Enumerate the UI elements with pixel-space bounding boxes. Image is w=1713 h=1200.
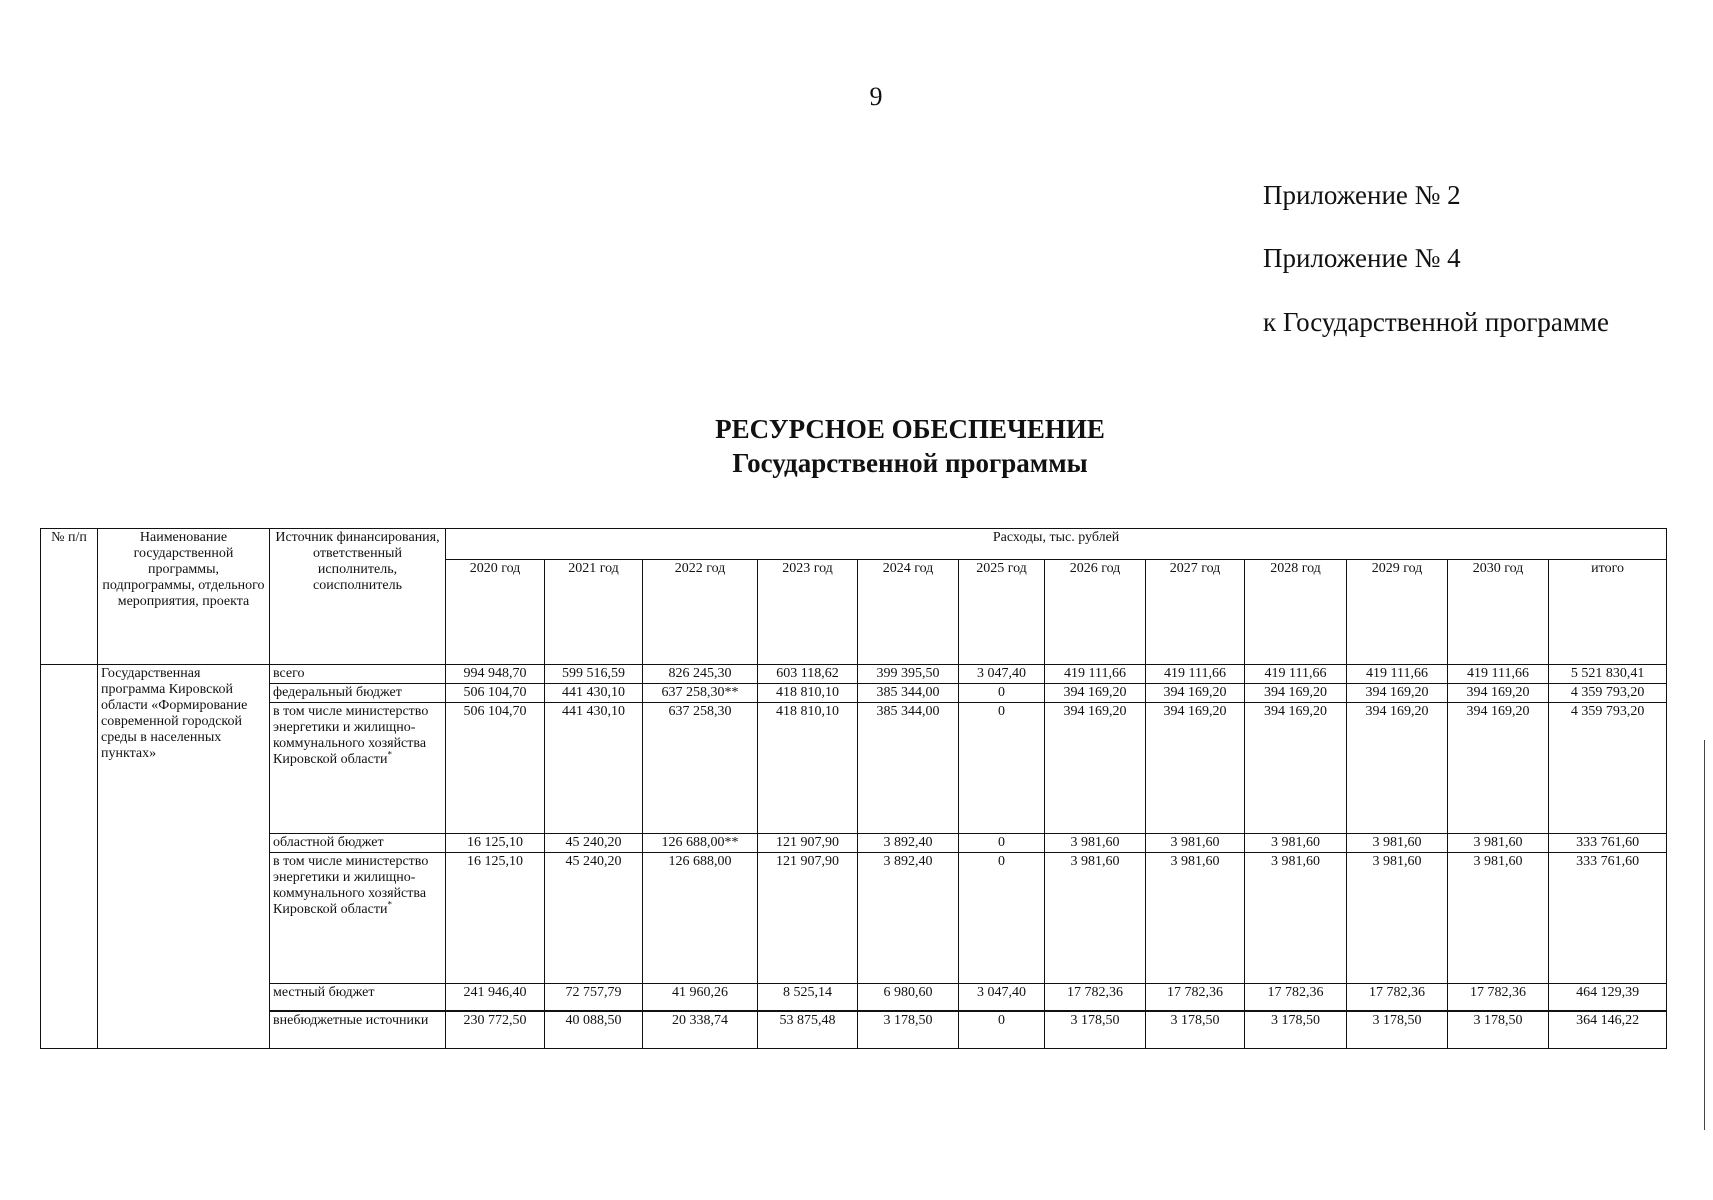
table-row bbox=[41, 984, 1667, 1012]
table-row bbox=[41, 834, 1667, 853]
source-cell: федеральный бюджет bbox=[270, 684, 446, 703]
value-cell: 41 960,26 bbox=[643, 984, 758, 1012]
table-row bbox=[41, 665, 1667, 684]
value-cell: 599 516,59 bbox=[545, 665, 643, 684]
value-cell: 3 981,60 bbox=[1448, 834, 1549, 853]
value-cell: 418 810,10 bbox=[758, 703, 858, 834]
value-cell: 3 981,60 bbox=[1045, 834, 1146, 853]
value-cell: 17 782,36 bbox=[1347, 984, 1448, 1012]
value-cell: 419 111,66 bbox=[1146, 665, 1245, 684]
value-cell: 3 981,60 bbox=[1146, 853, 1245, 984]
header-year: 2023 год bbox=[758, 560, 858, 665]
header-expenses: Расходы, тыс. рублей bbox=[446, 529, 1667, 560]
value-cell: 419 111,66 bbox=[1448, 665, 1549, 684]
header-row-1 bbox=[41, 529, 1667, 560]
total-cell: 464 129,39 bbox=[1549, 984, 1667, 1012]
header-name: Наименование государственной программы, подпрограммы, отдельного мероприятия, проекта bbox=[98, 529, 270, 665]
value-cell: 3 981,60 bbox=[1245, 834, 1347, 853]
value-cell: 17 782,36 bbox=[1245, 984, 1347, 1012]
value-cell: 17 782,36 bbox=[1448, 984, 1549, 1012]
source-cell bbox=[270, 703, 446, 834]
appendix-line-1: Приложение № 2 bbox=[1263, 180, 1461, 210]
value-cell: 637 258,30 bbox=[643, 703, 758, 834]
value-cell: 3 981,60 bbox=[1245, 853, 1347, 984]
header-year: 2027 год bbox=[1146, 560, 1245, 665]
table-row bbox=[41, 684, 1667, 703]
value-cell: 121 907,90 bbox=[758, 853, 858, 984]
value-cell: 506 104,70 bbox=[446, 684, 545, 703]
value-cell: 394 169,20 bbox=[1448, 703, 1549, 834]
value-cell: 3 892,40 bbox=[858, 853, 959, 984]
value-cell: 3 178,50 bbox=[1146, 1011, 1245, 1049]
header-year: 2026 год bbox=[1045, 560, 1146, 665]
source-cell: внебюджетные источники bbox=[270, 1011, 446, 1049]
value-cell: 45 240,20 bbox=[545, 853, 643, 984]
value-cell: 0 bbox=[959, 1011, 1045, 1049]
source-cell bbox=[270, 853, 446, 984]
value-cell: 994 948,70 bbox=[446, 665, 545, 684]
value-cell: 394 169,20 bbox=[1347, 684, 1448, 703]
value-cell: 3 178,50 bbox=[858, 1011, 959, 1049]
value-cell: 3 178,50 bbox=[1347, 1011, 1448, 1049]
header-year: 2022 год bbox=[643, 560, 758, 665]
value-cell: 16 125,10 bbox=[446, 834, 545, 853]
header-year: 2024 год bbox=[858, 560, 959, 665]
document-title: РЕСУРСНОЕ ОБЕСПЕЧЕНИЕ bbox=[715, 414, 1105, 444]
source-cell: областной бюджет bbox=[270, 834, 446, 853]
table-row bbox=[41, 1011, 1667, 1049]
value-cell: 0 bbox=[959, 703, 1045, 834]
appendix-line-2: Приложение № 4 bbox=[1263, 243, 1461, 273]
page-number: 9 bbox=[869, 82, 883, 111]
value-cell: 394 169,20 bbox=[1146, 703, 1245, 834]
header-year: 2020 год bbox=[446, 560, 545, 665]
value-cell: 419 111,66 bbox=[1347, 665, 1448, 684]
row-number-cell bbox=[41, 665, 98, 1049]
value-cell: 441 430,10 bbox=[545, 703, 643, 834]
value-cell: 20 338,74 bbox=[643, 1011, 758, 1049]
value-cell: 603 118,62 bbox=[758, 665, 858, 684]
header-num: № п/п bbox=[41, 529, 98, 665]
value-cell: 385 344,00 bbox=[858, 703, 959, 834]
value-cell: 0 bbox=[959, 834, 1045, 853]
value-cell: 3 981,60 bbox=[1146, 834, 1245, 853]
value-cell: 419 111,66 bbox=[1045, 665, 1146, 684]
source-cell: всего bbox=[270, 665, 446, 684]
header-total: итого bbox=[1549, 560, 1667, 665]
scan-edge-line bbox=[1704, 740, 1705, 1130]
total-cell: 4 359 793,20 bbox=[1549, 703, 1667, 834]
value-cell: 385 344,00 bbox=[858, 684, 959, 703]
header-source: Источник финансирования, ответственный исполнитель, соисполнитель bbox=[270, 529, 446, 665]
footnote-mark: * bbox=[387, 749, 392, 760]
value-cell: 394 169,20 bbox=[1045, 703, 1146, 834]
value-cell: 394 169,20 bbox=[1245, 684, 1347, 703]
header-year: 2025 год bbox=[959, 560, 1045, 665]
total-cell: 333 761,60 bbox=[1549, 834, 1667, 853]
value-cell: 126 688,00** bbox=[643, 834, 758, 853]
value-cell: 17 782,36 bbox=[1045, 984, 1146, 1012]
value-cell: 3 047,40 bbox=[959, 984, 1045, 1012]
value-cell: 418 810,10 bbox=[758, 684, 858, 703]
footnote-mark: * bbox=[387, 899, 392, 910]
table-row bbox=[41, 853, 1667, 984]
value-cell: 6 980,60 bbox=[858, 984, 959, 1012]
header-year: 2021 год bbox=[545, 560, 643, 665]
value-cell: 441 430,10 bbox=[545, 684, 643, 703]
document-subtitle: Государственной программы bbox=[732, 448, 1088, 478]
total-cell: 333 761,60 bbox=[1549, 853, 1667, 984]
value-cell: 40 088,50 bbox=[545, 1011, 643, 1049]
header-year: 2030 год bbox=[1448, 560, 1549, 665]
value-cell: 0 bbox=[959, 853, 1045, 984]
value-cell: 53 875,48 bbox=[758, 1011, 858, 1049]
value-cell: 0 bbox=[959, 684, 1045, 703]
source-text: в том числе министерство энергетики и жилищно-коммунального хозяйства Кировской области bbox=[273, 854, 429, 917]
value-cell: 419 111,66 bbox=[1245, 665, 1347, 684]
header-year: 2029 год bbox=[1347, 560, 1448, 665]
total-cell: 4 359 793,20 bbox=[1549, 684, 1667, 703]
value-cell: 394 169,20 bbox=[1045, 684, 1146, 703]
value-cell: 506 104,70 bbox=[446, 703, 545, 834]
value-cell: 72 757,79 bbox=[545, 984, 643, 1012]
value-cell: 16 125,10 bbox=[446, 853, 545, 984]
value-cell: 126 688,00 bbox=[643, 853, 758, 984]
value-cell: 3 178,50 bbox=[1045, 1011, 1146, 1049]
total-cell: 5 521 830,41 bbox=[1549, 665, 1667, 684]
value-cell: 3 892,40 bbox=[858, 834, 959, 853]
value-cell: 394 169,20 bbox=[1146, 684, 1245, 703]
header-year: 2028 год bbox=[1245, 560, 1347, 665]
value-cell: 121 907,90 bbox=[758, 834, 858, 853]
value-cell: 394 169,20 bbox=[1448, 684, 1549, 703]
source-cell: местный бюджет bbox=[270, 984, 446, 1012]
value-cell: 399 395,50 bbox=[858, 665, 959, 684]
value-cell: 3 178,50 bbox=[1448, 1011, 1549, 1049]
source-text: в том числе министерство энергетики и жилищно-коммунального хозяйства Кировской области bbox=[273, 704, 429, 767]
value-cell: 230 772,50 bbox=[446, 1011, 545, 1049]
value-cell: 8 525,14 bbox=[758, 984, 858, 1012]
value-cell: 394 169,20 bbox=[1347, 703, 1448, 834]
value-cell: 3 047,40 bbox=[959, 665, 1045, 684]
program-name-cell: Государственная программа Кировской области «Формирование современной городской среды в населенных пунктах» bbox=[98, 665, 270, 1049]
total-cell: 364 146,22 bbox=[1549, 1011, 1667, 1049]
value-cell: 826 245,30 bbox=[643, 665, 758, 684]
value-cell: 394 169,20 bbox=[1245, 703, 1347, 834]
resource-table bbox=[40, 528, 1667, 1049]
value-cell: 3 981,60 bbox=[1347, 834, 1448, 853]
value-cell: 3 981,60 bbox=[1448, 853, 1549, 984]
table-row bbox=[41, 703, 1667, 834]
value-cell: 3 981,60 bbox=[1045, 853, 1146, 984]
value-cell: 45 240,20 bbox=[545, 834, 643, 853]
appendix-line-3: к Государственной программе bbox=[1263, 307, 1610, 337]
value-cell: 637 258,30** bbox=[643, 684, 758, 703]
value-cell: 241 946,40 bbox=[446, 984, 545, 1012]
value-cell: 3 981,60 bbox=[1347, 853, 1448, 984]
value-cell: 17 782,36 bbox=[1146, 984, 1245, 1012]
value-cell: 3 178,50 bbox=[1245, 1011, 1347, 1049]
